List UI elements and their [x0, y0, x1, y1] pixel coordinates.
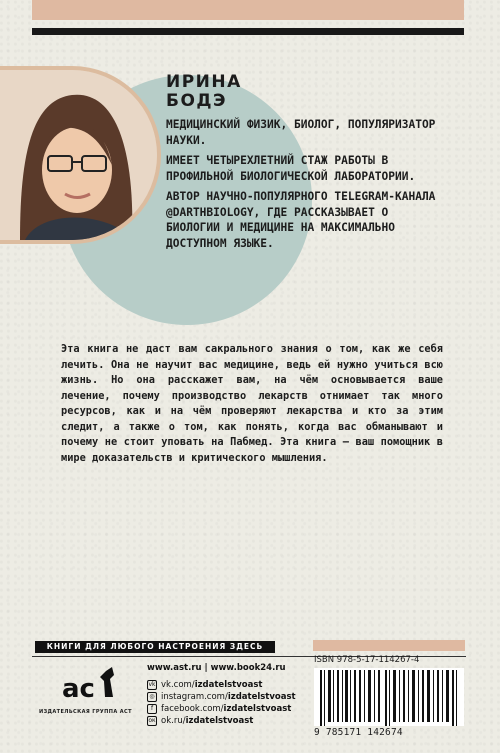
social-handle: izdatelstvoast	[227, 692, 296, 702]
social-url: facebook.com/	[161, 704, 224, 714]
social-link-facebook[interactable]	[147, 703, 296, 715]
social-url: instagram.com/	[161, 692, 228, 702]
author-first-name: ИРИНА	[166, 72, 242, 92]
bio-paragraph: МЕДИЦИНСКИЙ ФИЗИК, БИОЛОГ, ПОПУЛЯРИЗАТОР НАУКИ.	[166, 118, 436, 147]
top-accent-band	[32, 0, 464, 20]
publisher-tagline: КНИГИ ДЛЯ ЛЮБОГО НАСТРОЕНИЯ ЗДЕСЬ	[35, 641, 275, 653]
description-text: Эта книга не даст вам сакрального знания о том, как же себя лечить. Она не научит вас медицине, ведь ей нужно учиться всю жизнь. Но она расскажет вам, на чём основывается ваше лечение, почему производство лекарств отнимает так много ресурсов, как и на чём проверяют лекарства и кто за этим следит, а также о том, как понять, когда вас обманывают и почему не стоит уповать на Пабмед. Эта книга — ваш помощник в мире доказательств и критического мышления.	[61, 343, 443, 464]
author-bio	[166, 117, 446, 256]
social-handle: izdatelstvoast	[185, 716, 254, 726]
isbn-label: ISBN 978-5-17-114267-4	[314, 655, 420, 665]
barcode-icon	[314, 668, 464, 726]
ok-icon: ок	[148, 717, 156, 724]
ast-logo-icon	[50, 663, 130, 705]
social-handle: izdatelstvoast	[223, 704, 292, 714]
isbn-accent-band	[313, 640, 465, 651]
social-url: ok.ru/	[161, 716, 186, 726]
social-link-instagram[interactable]	[147, 691, 296, 703]
vk-icon: vk	[148, 681, 156, 688]
social-url: vk.com/	[161, 680, 195, 690]
top-rule	[32, 28, 464, 35]
instagram-icon: ◎	[147, 692, 157, 702]
bio-paragraph: ИМЕЕТ ЧЕТЫРЕХЛЕТНИЙ СТАЖ РАБОТЫ В ПРОФИЛЬНОЙ БИОЛОГИЧЕСКОЙ ЛАБОРАТОРИИ.	[166, 154, 416, 183]
author-last-name: БОДЭ	[166, 91, 228, 111]
author-name	[166, 73, 286, 111]
bio-paragraph: АВТОР НАУЧНО-ПОПУЛЯРНОГО TELEGRAM-КАНАЛА @DARTHBIOLOGY, ГДЕ РАССКАЗЫВАЕТ О БИОЛОГИИ И МЕДИЦИНЕ НА МАКСИМАЛЬНО ДОСТУПНОМ ЯЗЫКЕ.	[166, 190, 436, 250]
facebook-icon: f	[147, 704, 157, 714]
svg-text:ac: ac	[62, 674, 95, 704]
social-handle: izdatelstvoast	[194, 680, 263, 690]
barcode-digits: 9 785171 142674	[314, 727, 403, 738]
publisher-websites[interactable]: www.ast.ru | www.book24.ru	[147, 663, 286, 673]
publisher-links	[147, 663, 296, 727]
publisher-caption: ИЗДАТЕЛЬСКАЯ ГРУППА АСТ	[39, 709, 132, 715]
social-link-ok[interactable]	[147, 715, 296, 727]
social-link-vk[interactable]	[147, 679, 296, 691]
book-description	[61, 342, 443, 466]
